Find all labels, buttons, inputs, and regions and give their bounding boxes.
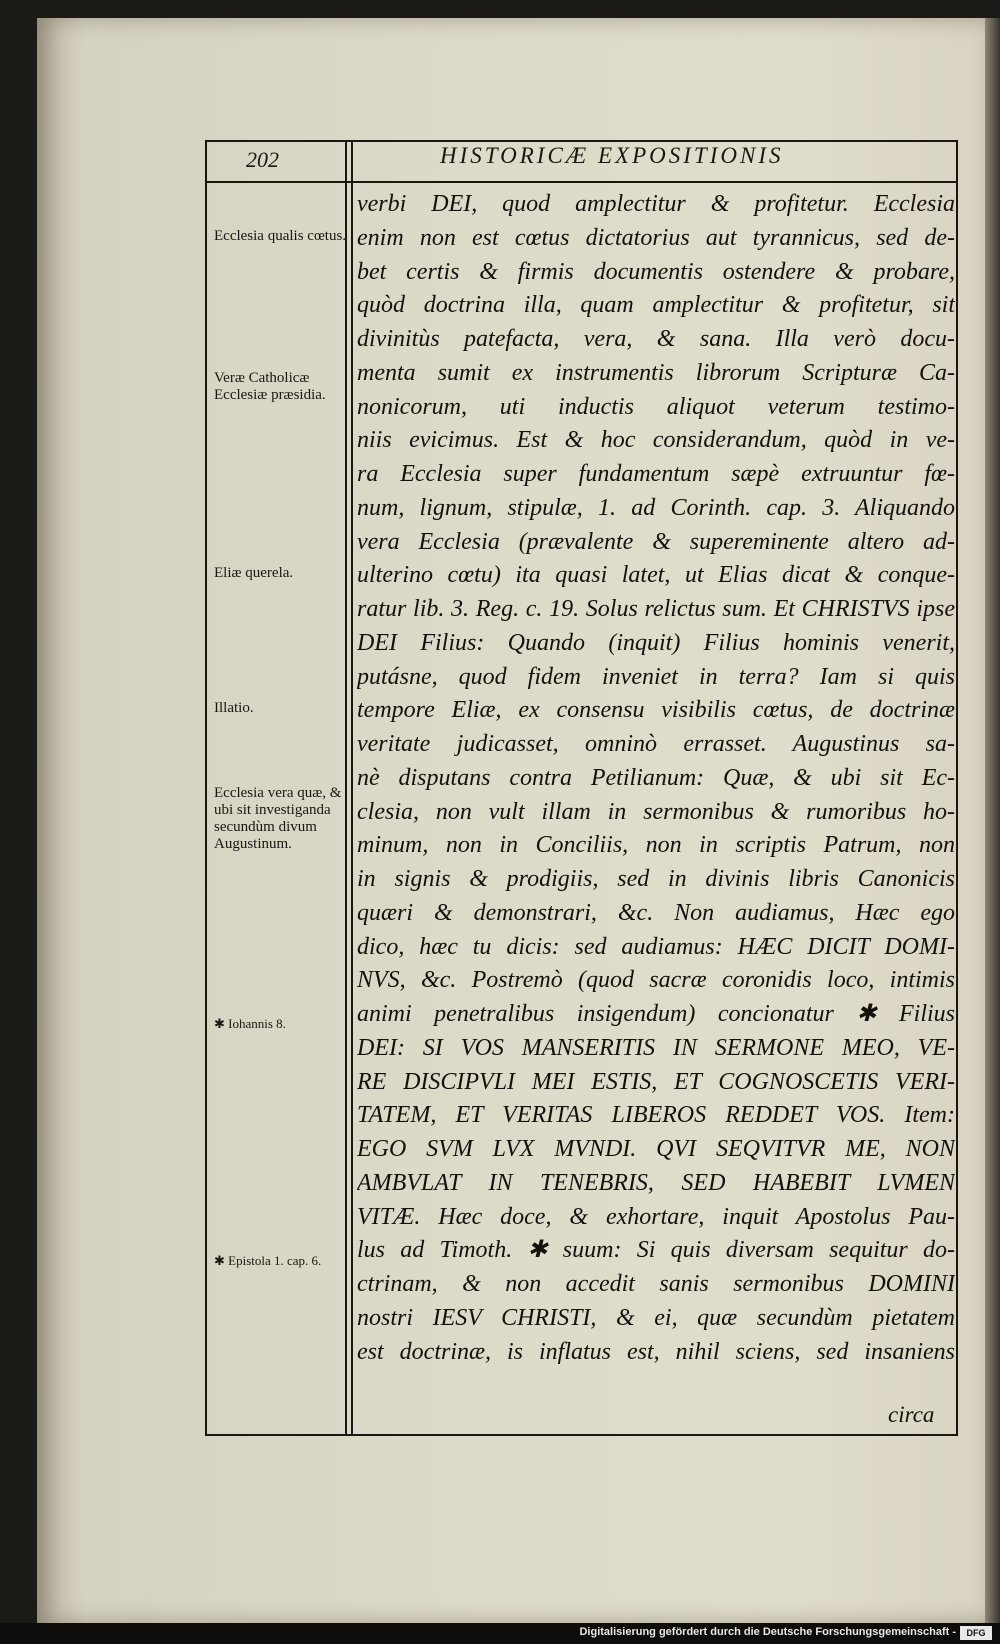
body-line: ra Ecclesia super fundamentum sæpè extruuntur fœ-	[357, 461, 955, 487]
body-line: verbi DEI, quod amplectitur & profitetur. Ecclesia	[357, 191, 955, 217]
body-line: quòd doctrina illa, quam amplectitur & profitetur, sit	[357, 292, 955, 319]
frame-rule-left	[205, 140, 207, 1436]
margin-note-ecclesia-qualis: Ecclesia qualis cœtus.	[214, 228, 347, 244]
frame-rule-bottom	[205, 1434, 958, 1436]
body-line: nostri IESV CHRISTI, & ei, quæ secundùm pietatem	[357, 1304, 955, 1331]
body-text	[357, 188, 955, 1369]
body-line: nè disputans contra Petilianum: Quæ, & ubi sit Ec-	[357, 764, 955, 791]
body-line: ratur lib. 3. Reg. c. 19. Solus relictus sum. Et CHRISTVS ipse	[357, 596, 955, 622]
body-line: putásne, quod fidem inveniet in terra? Iam si quis	[357, 663, 955, 690]
body-line: enim non est cœtus dictatorius aut tyrannicus, sed de-	[357, 224, 955, 251]
body-line: DEI Filius: Quando (inquit) Filius hominis venerit,	[357, 629, 955, 656]
body-line: ulterino cœtu) ita quasi latet, ut Elias dicat & conque-	[357, 562, 955, 589]
body-line: VITÆ. Hæc doce, & exhortare, inquit Apostolus Pau-	[357, 1203, 955, 1230]
body-line: divinitùs patefacta, vera, & sana. Illa verò docu-	[357, 326, 955, 352]
body-line: clesia, non vult illam in sermonibus & rumoribus ho-	[357, 798, 955, 825]
body-line: quæri & demonstrari, &c. Non audiamus, Hæc ego	[357, 899, 955, 926]
page-number: 202	[246, 147, 279, 172]
frame-rule-right	[956, 140, 958, 1436]
margin-note-verae-catholicae: Veræ Catholicæ Ecclesiæ præsidia.	[214, 370, 326, 403]
body-line: minum, non in Conciliis, non in scriptis Patrum, non	[357, 832, 955, 859]
catchword: circa	[888, 1402, 935, 1427]
body-line: ctrinam, & non accedit sanis sermonibus DOMINI	[357, 1271, 955, 1297]
frame-rule-header	[205, 181, 958, 183]
running-head: HISTORICÆ EXPOSITIONIS	[440, 143, 784, 168]
margin-note-ecclesia-vera: Ecclesia vera quæ, & ubi sit investiganda secundùm divum Augustinum.	[214, 785, 342, 852]
body-line: NVS, &c. Postremò (quod sacræ coronidis loco, intimis	[357, 967, 955, 994]
body-line: nonicorum, uti inductis aliquot veterum testimo-	[357, 393, 955, 420]
footer-credit: Digitalisierung gefördert durch die Deutsche Forschungsgemeinschaft -	[579, 1626, 956, 1638]
body-line: veritate judicasset, omninò errasset. Augustinus sa-	[357, 731, 955, 757]
body-line: menta sumit ex instrumentis librorum Scripturæ Ca-	[357, 359, 955, 386]
margin-note-eliae-querela: Eliæ querela.	[214, 565, 294, 581]
margin-note-epistola: ✱ Epistola 1. cap. 6.	[214, 1253, 322, 1268]
body-line: bet certis & firmis documentis ostendere & probare,	[357, 258, 955, 285]
body-line: EGO SVM LVX MVNDI. QVI SEQVITVR ME, NON	[357, 1136, 955, 1162]
body-line: dico, hæc tu dicis: sed audiamus: HÆC DICIT DOMI-	[357, 933, 955, 960]
page-edge-shadow	[985, 18, 1000, 1623]
body-line: AMBVLAT IN TENEBRIS, SED HABEBIT LVMEN	[357, 1169, 955, 1196]
body-line: lus ad Timoth. ✱ suum: Si quis diversam sequitur do-	[357, 1237, 955, 1264]
body-line: vera Ecclesia (prævalente & supereminente altero ad-	[357, 528, 955, 555]
margin-note-iohannis: ✱ Iohannis 8.	[214, 1016, 286, 1031]
body-line: RE DISCIPVLI MEI ESTIS, ET COGNOSCETIS VERI-	[357, 1068, 955, 1095]
dfg-logo: DFG	[960, 1626, 992, 1640]
body-line: in signis & prodigiis, sed in divinis libris Canonicis	[357, 866, 955, 892]
body-line: niis evicimus. Est & hoc considerandum, quòd in ve-	[357, 427, 955, 454]
body-line: tempore Eliæ, ex consensu visibilis cœtus, de doctrinæ	[357, 697, 955, 724]
body-line: num, lignum, stipulæ, 1. ad Corinth. cap. 3. Aliquando	[357, 494, 955, 521]
margin-note-illatio: Illatio.	[214, 700, 254, 716]
body-line: TATEM, ET VERITAS LIBEROS REDDET VOS. Item:	[357, 1102, 955, 1129]
body-line: est doctrinæ, is inflatus est, nihil sciens, sed insaniens	[357, 1338, 955, 1365]
body-line: animi penetralibus insigendum) concionatur ✱ Filius	[357, 1001, 955, 1027]
frame-rule-top	[205, 140, 958, 142]
body-line: DEI: SI VOS MANSERITIS IN SERMONE MEO, VE-	[357, 1034, 955, 1061]
